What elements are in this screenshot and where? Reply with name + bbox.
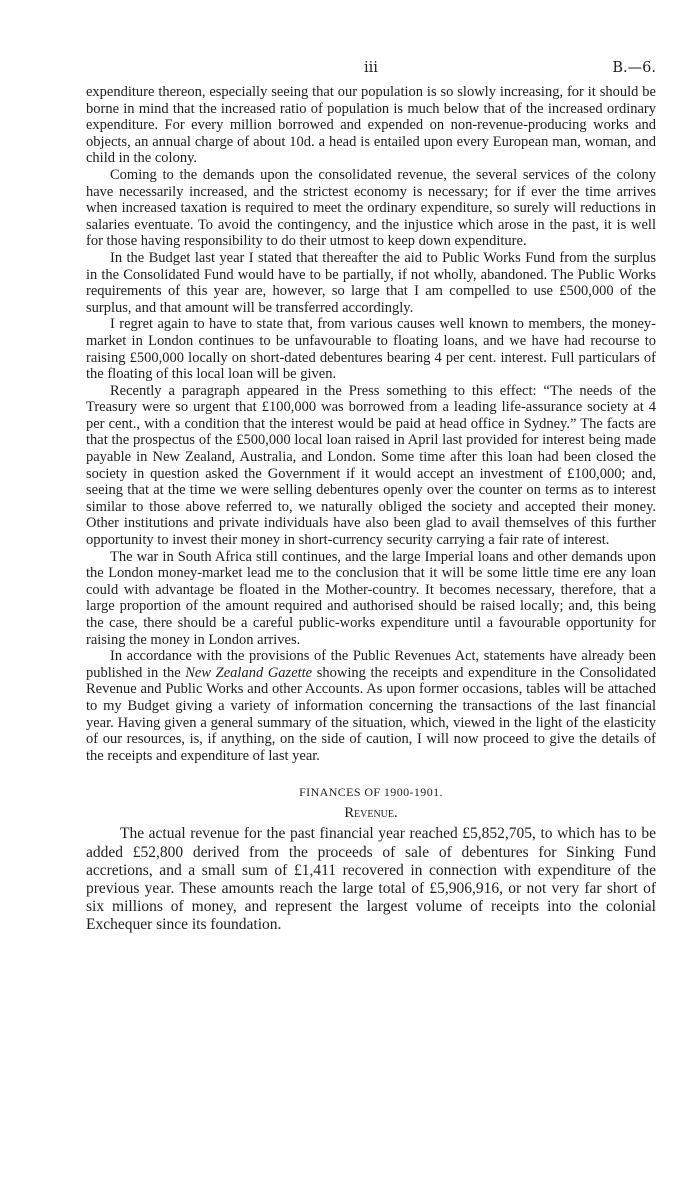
page-header (86, 60, 656, 80)
section-subheading: Revenue. (344, 805, 398, 822)
gazette-paragraph (86, 648, 656, 764)
gazette-title: New Zealand Gazette (185, 664, 313, 681)
document-reference: B.—6. (612, 60, 656, 76)
paragraph: expenditure thereon, especially seeing that our population is so slowly increasing, for it should be borne in mind that the increased ratio of population is much below that of the increased ordinary expenditure. For every million borrowed and expended on non-revenue-producing works and objects, an annual charge of about 10d. a head is entailed upon every European man, woman, and child in the colony. (86, 84, 656, 167)
revenue-section (86, 825, 656, 934)
paragraph: In the Budget last year I stated that thereafter the aid to Public Works Fund from the surplus in the Consolidated Fund would have to be partially, if not wholly, abandoned. The Public Works requirements of this year are, however, so large that I am compelled to use £500,000 of the surplus, and that amount will be transferred accordingly. (86, 249, 656, 316)
paragraph: Coming to the demands upon the consolidated revenue, the several services of the colony have necessarily increased, and the strictest economy is necessary; for if ever the time arrives when increased taxation is required to meet the ordinary expenditure, so surely will reductions in salaries eventuate. To avoid the contingency, and the injustice which arose in the past, it is well for those having responsibility to do their utmost to keep down expenditure. (86, 166, 656, 250)
section-heading: FINANCES OF 1900-1901. (299, 785, 443, 800)
paragraph: I regret again to have to state that, from various causes well known to members, the money-market in London continues to be unfavourable to floating loans, and we have had recourse to raising £500,000 locally on short-dated debentures bearing 4 per cent. interest. Full particulars of the floating of this local loan will be given. (86, 316, 656, 383)
body-text (86, 84, 656, 935)
paragraph-text: showing the receipts and expenditure in the Consolidated Revenue and Public Works and other Accounts. As upon former occasions, tables will be attached to my Budget giving a variety of information concerning the transactions of the last financial year. Having given a general summary of the situation, which, viewed in the light of the elasticity of our resources, is, if anything, on the side of caution, I will now proceed to give the details of the receipts and expenditure of last year. (86, 664, 656, 764)
paragraph-text: In accordance with the provisions of the Public Revenues Act, statements have already been published in the (86, 648, 656, 681)
paragraph: The actual revenue for the past financial year reached £5,852,705, to which has to be added £52,800 derived from the proceeds of sale of debentures for Sinking Fund accretions, and a small sum of £1,411 recovered in connection with expenditure of the previous year. These amounts reach the large total of £5,906,916, or not very far short of six millions of money, and represent the largest volume of receipts into the colonial Exchequer since its foundation. (86, 825, 656, 934)
page-number: iii (364, 60, 378, 76)
paragraph: The war in South Africa still continues, and the large Imperial loans and other demands upon the London money-market lead me to the conclusion that it will be some little time ere any loan could with advantage be floated in the Mother-country. It becomes necessary, therefore, that a large proportion of the amount required and authorised should be raised locally; and, this being the case, there should be a careful public-works expenditure until a favourable opportunity for raising the money in London arrives. (86, 548, 656, 648)
paragraph: Recently a paragraph appeared in the Press something to this effect: “The needs of the Treasury were so urgent that £100,000 was borrowed from a leading life-assurance society at 4 per cent., with a condition that the interest would be paid at head office in Sydney.” The facts are that the prospectus of the £500,000 local loan raised in April last provided for interest being made payable in New Zealand, Australia, and London. Some time after this loan had been closed the society in question asked the Government if it would accept an investment of £100,000; and, seeing that at the time we were selling debentures openly over the counter on terms as to interest similar to those above referred to, we naturally obliged the society and accepted their money. Other institutions and private individuals have also been glad to avail themselves of this further opportunity to invest their money in short-currency security carrying a fair rate of interest. (86, 382, 656, 549)
